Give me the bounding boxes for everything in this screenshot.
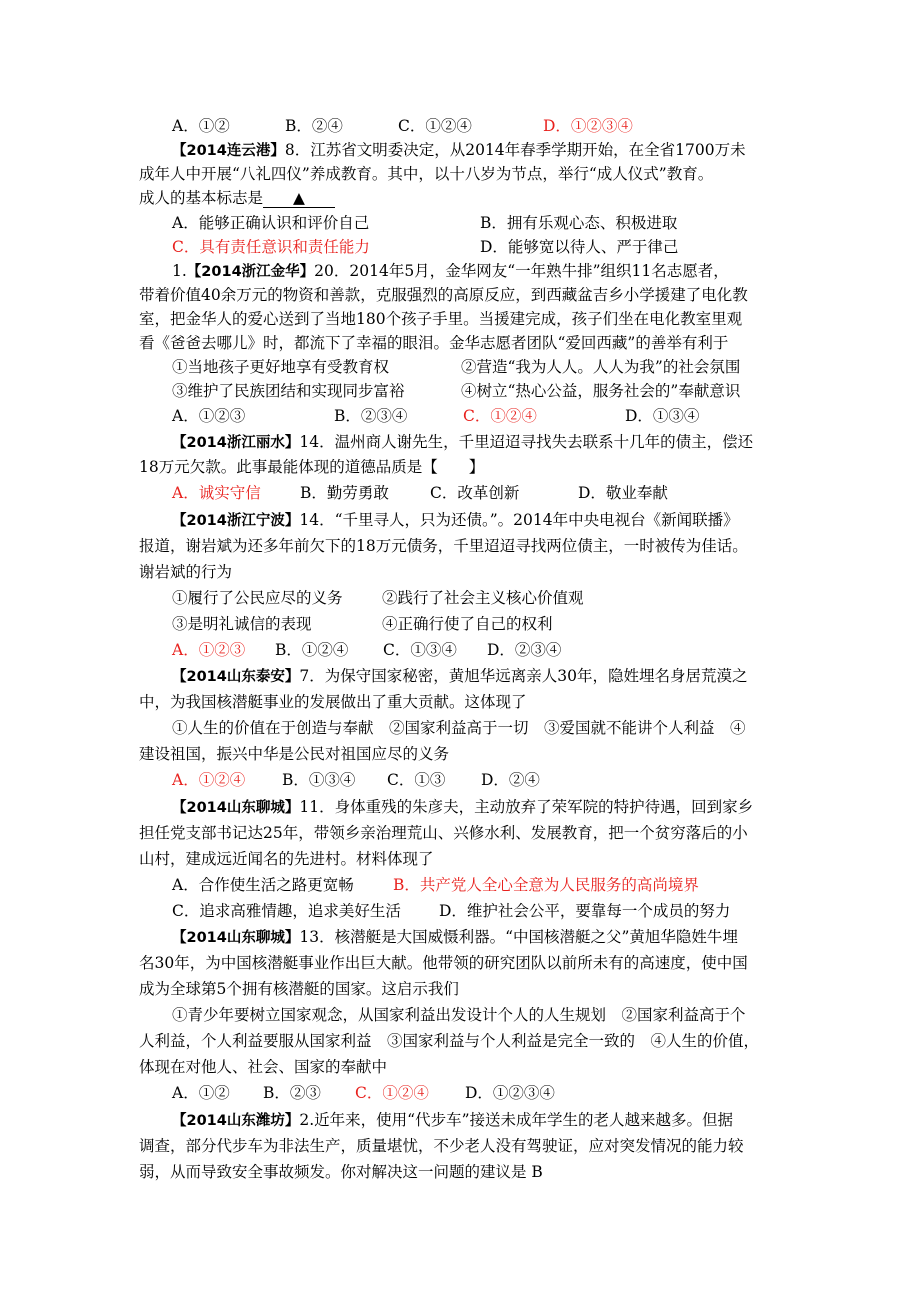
q-lianyungang-option-b: B．拥有乐观心态、积极进取 <box>480 214 678 232</box>
q-lishui-option-d: D．敬业奉献 <box>578 484 668 502</box>
q-lianyungang-line2: 成年人中开展“八礼四仪”养成教育。其中，以十八岁为节点，举行“成人仪式”教育。 <box>139 165 714 183</box>
q-liaocheng-13-line2: 名30年，为中国核潜艇事业作出巨大献。他带领的研究团队以前所未有的高速度，使中国 <box>139 954 748 972</box>
source-tag: 【2014山东泰安】 <box>172 669 300 685</box>
question-number: 1. <box>172 262 187 280</box>
question-text: 11．身体重残的朱彦夫，主动放弃了荣军院的特护待遇，回到家乡 <box>299 798 754 816</box>
q-lianyungang-option-a: A．能够正确认识和评价自己 <box>172 214 370 232</box>
q-jinhua-statement-3: ③维护了民族团结和实现同步富裕 <box>172 382 405 400</box>
q-taian-line3: ①人生的价值在于创造与奉献 ②国家利益高于一切 ③爱国就不能讲个人利益 ④ <box>172 719 746 737</box>
q-lishui-option-b: B．勤劳勇敢 <box>300 484 389 502</box>
q-lianyungang-option-c-answer: C．具有责任意识和责任能力 <box>172 238 370 256</box>
question-text: 7．为保守国家秘密，黄旭华远离亲人30年，隐姓埋名身居荒漠之 <box>299 667 748 685</box>
q-lishui-line1 <box>172 431 753 454</box>
q-liaocheng-11-line1 <box>172 796 753 819</box>
q-lishui-option-c: C．改革创新 <box>430 484 520 502</box>
question-text: 成人的基本标志是 <box>139 189 264 207</box>
q-jinhua-statement-1: ①当地孩子更好地享有受教育权 <box>172 358 390 376</box>
q-liaocheng-11-option-c: C．追求高雅情趣，追求美好生活 <box>172 902 401 920</box>
source-tag: 【2014浙江宁波】 <box>172 513 300 529</box>
q-liaocheng-11-line3: 山村，建成远近闻名的先进村。材料体现了 <box>139 850 434 868</box>
question-text: 14．温州商人谢先生，千里迢迢寻找失去联系十几年的债主，偿还 <box>299 433 754 451</box>
source-tag: 【2014山东潍坊】 <box>172 1113 300 1129</box>
q-lianyungang-line3 <box>139 187 335 209</box>
q-jinhua-option-c-answer: C．①②④ <box>463 407 537 425</box>
q-liaocheng-13-option-d: D．①②③④ <box>465 1084 555 1102</box>
q-lishui-option-a-answer: A．诚实守信 <box>172 484 261 502</box>
source-tag: 【2014山东聊城】 <box>172 930 300 946</box>
q-liaocheng-13-option-a: A．①② <box>172 1084 230 1102</box>
q-taian-line4: 建设祖国，振兴中华是公民对祖国应尽的义务 <box>139 745 450 763</box>
source-tag: 【2014连云港】 <box>172 143 285 159</box>
q-taian-line2: 中，为我国核潜艇事业的发展做出了重大贡献。这体现了 <box>139 693 527 711</box>
question-text: 14．“千里寻人，只为还债。”。2014年中央电视台《新闻联播》 <box>299 511 739 529</box>
q-liaocheng-13-line6: 体现在对他人、社会、国家的奉献中 <box>139 1058 388 1076</box>
q-taian-line1 <box>172 665 747 688</box>
question-text: 20．2014年5月，金华网友“一年熟牛排”组织11名志愿者， <box>314 262 729 280</box>
q-liaocheng-13-option-b: B．②③ <box>263 1084 321 1102</box>
q-jinhua-line1 <box>172 260 729 283</box>
q-prev-option-d-answer: D．①②③④ <box>543 117 633 135</box>
q-ningbo-option-a-answer: A．①②③ <box>172 641 246 659</box>
q-ningbo-statement-4: ④正确行使了自己的权利 <box>382 615 553 633</box>
q-lianyungang-option-d: D．能够宽以待人、严于律己 <box>480 238 679 256</box>
q-liaocheng-11-option-d: D．维护社会公平，要靠每一个成员的努力 <box>439 902 731 920</box>
q-ningbo-line1 <box>172 509 739 532</box>
source-tag: 【2014浙江金华】 <box>186 264 315 280</box>
q-lianyungang-line1 <box>172 139 746 162</box>
q-prev-option-a: A．①② <box>172 117 230 135</box>
q-jinhua-line3: 室，把金华人的爱心送到了当地180个孩子手里。当援建完成，孩子们坐在电化教室里观 <box>139 310 743 328</box>
q-liaocheng-13-line4: ①青少年要树立国家观念，从国家利益出发设计个人的人生规划 ②国家利益高于个 <box>172 1006 746 1024</box>
source-tag: 【2014山东聊城】 <box>172 800 300 816</box>
q-jinhua-line4: 看《爸爸去哪儿》时，都流下了幸福的眼泪。金华志愿者团队“爱回西藏”的善举有利于 <box>139 334 729 352</box>
q-liaocheng-13-option-c-answer: C．①②④ <box>355 1084 429 1102</box>
q-ningbo-option-b: B．①②④ <box>275 641 349 659</box>
q-jinhua-line2: 带着价值40余万元的物资和善款，克服强烈的高原反应，到西藏盆吉乡小学援建了电化教 <box>139 286 748 304</box>
q-ningbo-option-c: C．①③④ <box>383 641 457 659</box>
q-ningbo-statement-2: ②践行了社会主义核心价值观 <box>382 589 584 607</box>
q-liaocheng-13-line5: 人利益，个人利益要服从国家利益 ③国家利益与个人利益是完全一致的 ④人生的价值， <box>139 1032 760 1050</box>
q-liaocheng-11-option-b-answer: B．共产党人全心全意为人民服务的高尚境界 <box>393 876 699 894</box>
q-taian-option-d: D．②④ <box>481 771 540 789</box>
question-text: 8．江苏省文明委决定，从2014年春季学期开始，在全省1700万未 <box>284 141 746 159</box>
q-prev-option-b: B．②④ <box>285 117 343 135</box>
q-jinhua-statement-2: ②营造“我为人人。人人为我”的社会氛围 <box>461 358 741 376</box>
question-text: 2.近年来，使用“代步车”接送未成年学生的老人越来越多。但据 <box>299 1111 733 1129</box>
q-liaocheng-13-line1 <box>172 926 738 949</box>
q-prev-option-c: C．①②④ <box>398 117 472 135</box>
q-liaocheng-11-line2: 担任党支部书记达25年，带领乡亲治理荒山、兴修水利、发展教育，把一个贫穷落后的小 <box>139 824 748 842</box>
q-ningbo-statement-1: ①履行了公民应尽的义务 <box>172 589 343 607</box>
q-jinhua-option-d: D．①③④ <box>625 407 700 425</box>
q-taian-option-a-answer: A．①②④ <box>172 771 246 789</box>
q-jinhua-statement-4: ④树立“热心公益，服务社会的”奉献意识 <box>461 382 741 400</box>
question-text: 13．核潜艇是大国威慑利器。“中国核潜艇之父”黄旭华隐姓牛埋 <box>299 928 738 946</box>
q-lishui-line2: 18万元欠款。此事最能体现的道德品质是【 】 <box>139 458 485 476</box>
source-tag: 【2014浙江丽水】 <box>172 435 300 451</box>
q-weifang-line2: 调查，部分代步车为非法生产，质量堪忧，不少老人没有驾驶证，应对突发情况的能力较 <box>139 1137 744 1155</box>
q-jinhua-option-b: B．②③④ <box>334 407 408 425</box>
q-liaocheng-11-option-a: A．合作使生活之路更宽畅 <box>172 876 354 894</box>
q-ningbo-statement-3: ③是明礼诚信的表现 <box>172 615 312 633</box>
q-taian-option-c: C．①③ <box>387 771 446 789</box>
q-jinhua-option-a: A．①②③ <box>172 407 246 425</box>
q-liaocheng-13-line3: 成为全球第5个拥有核潜艇的国家。这启示我们 <box>139 980 459 998</box>
q-weifang-line3: 弱，从而导致安全事故频发。你对解决这一问题的建议是 B <box>139 1163 543 1181</box>
q-taian-option-b: B．①③④ <box>282 771 356 789</box>
q-ningbo-line2: 报道，谢岩斌为还多年前欠下的18万元债务，千里迢迢寻找两位债主，一时被传为佳话。 <box>139 537 748 555</box>
q-ningbo-option-d: D．②③④ <box>487 641 562 659</box>
q-weifang-line1 <box>172 1109 733 1132</box>
answer-blank: ▲ <box>263 189 335 208</box>
q-ningbo-line3: 谢岩斌的行为 <box>139 563 233 581</box>
